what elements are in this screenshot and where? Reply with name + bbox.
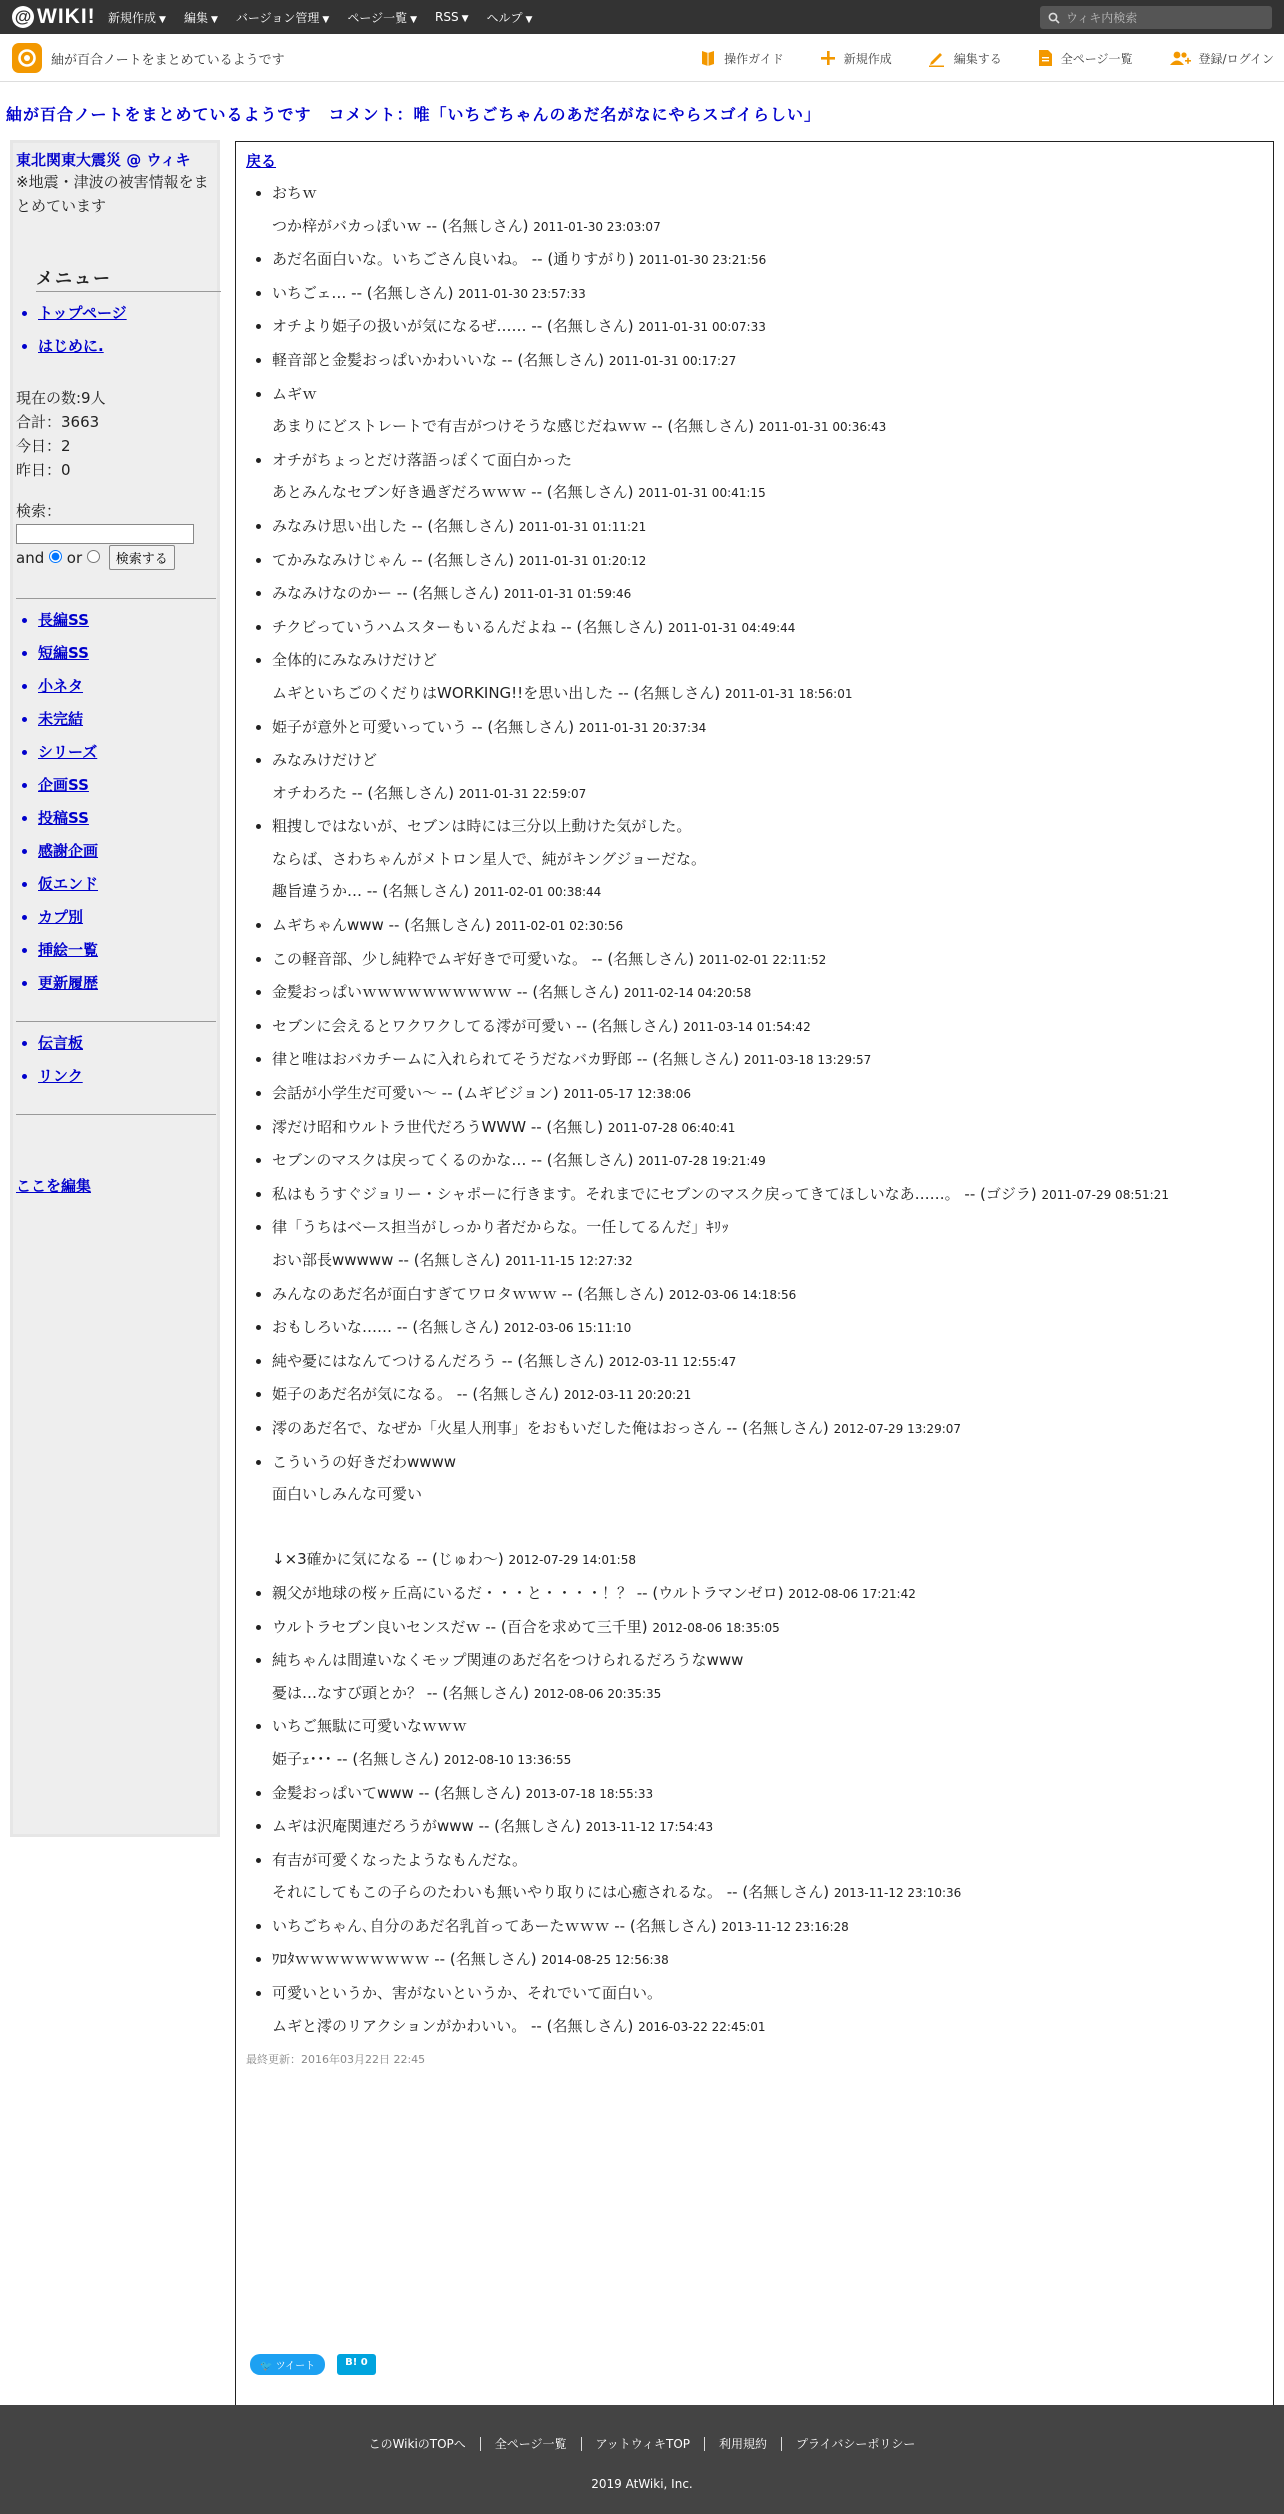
comment-date: 2011-01-31 01:11:21 [518,519,647,534]
all-pages-button[interactable] [1038,49,1133,67]
last-modified: 最終更新：2016年03月22日 22:45 [246,2053,426,2067]
comment-date: 2012-08-10 13:36:55 [443,1752,572,1767]
comment-item [272,344,1263,378]
comment-text: ムギと澪のリアクションがかわいい。 -- (名無しさん) [272,2016,634,2035]
login-button[interactable] [1169,50,1274,67]
comment-item [272,1010,1263,1044]
at-logo-icon: @ [12,6,34,28]
comment-item [272,644,1263,710]
caret-down-icon: ▼ [461,14,469,24]
plus-icon [820,50,836,66]
search-label: 検索： [16,502,62,520]
category-item[interactable] [38,939,214,960]
all-pages-label: 全ページ一覧 [1060,51,1133,66]
category-item-label[interactable]: 企画SS [38,775,89,794]
category-item[interactable] [38,873,214,894]
comment-date: 2011-01-31 00:07:33 [638,320,766,335]
comment-last-line [272,1043,1263,1077]
comment-item [272,744,1263,810]
comment-last-line [272,711,1263,745]
sidebar-search-button[interactable]: 検索する [109,545,175,570]
comment-item [272,1611,1263,1645]
comment-item [272,1111,1263,1145]
book-icon [700,49,716,67]
comment-last-line [272,1577,1263,1611]
comment-last-line [272,1412,1263,1446]
comment-last-line [272,875,1263,909]
comment-date: 2011-02-01 02:30:56 [495,919,624,934]
comment-line: • 有吉が可愛くなったようなもんだな。 [272,1850,528,1869]
comment-last-line [272,1311,1263,1345]
comment-last-line [272,943,1263,977]
comment-item [272,1278,1263,1312]
comment-date: 2013-11-12 23:16:28 [721,1919,849,1934]
link-item[interactable] [38,1032,214,1053]
footer-link[interactable]: アットウィキTOP [582,2437,705,2451]
top-menu-item[interactable] [487,9,533,26]
comment-text: 軽音部と金髪おっぱいかわいいな -- (名無しさん) [272,350,605,369]
comment-last-line [272,544,1263,578]
at-icon [12,43,42,73]
tweet-button[interactable]: 🐦 ツイート [250,2354,325,2375]
comment-text: ムギちゃんwww -- (名無しさん) [272,916,491,935]
comment-last-line [272,410,1263,444]
comment-last-line [272,1144,1263,1178]
comment-item [272,1446,1263,1577]
category-item-label[interactable]: 短編SS [38,643,89,662]
comment-date: 2011-11-15 12:27:32 [505,1254,633,1268]
logo-text: WIKI! [37,5,96,28]
comment-text: みなみけ思い出した -- (名無しさん) [272,516,515,535]
sidebar-search [16,500,214,570]
comment-text: みんなのあだ名が面白すぎてワロタｗｗｗ -- (名無しさん) [272,1284,665,1303]
comment-item [272,1077,1263,1111]
comment-item [272,577,1263,611]
comment-last-line [272,344,1263,378]
comment-date: 2012-08-06 20:35:35 [533,1686,662,1701]
comment-last-line [272,1611,1263,1645]
counter-line: 今日：2 [16,437,71,455]
category-item[interactable] [38,609,214,630]
comment-text: 澪だけ昭和ウルトラ世代だろうWWW -- (名無し) [272,1117,604,1136]
comment-date: 2012-08-06 18:35:05 [652,1620,780,1635]
comment-last-line [272,2010,1263,2044]
comment-date: 2012-03-06 14:18:56 [668,1287,797,1302]
footer-link[interactable]: このWikiのTOPへ [355,2437,481,2451]
top-menu-item[interactable] [435,10,469,24]
comment-text: ムギは沢庵関連だろうがwww -- (名無しさん) [272,1817,581,1836]
comment-date: 2011-01-31 04:49:44 [667,620,796,635]
category-item[interactable] [38,972,214,993]
edit-menu-link[interactable]: ここを編集 [16,1176,92,1195]
comment-line: • こういうの好きだわwwww [272,1452,457,1471]
comment-item [272,943,1263,977]
category-item-label[interactable]: 小ネタ [38,676,84,695]
comment-date: 2013-11-12 23:10:36 [833,1886,962,1901]
comment-date: 2011-02-01 22:11:52 [698,952,827,967]
footer-link[interactable]: 利用規約 [705,2437,782,2451]
category-item[interactable] [38,906,214,927]
edit-label: 編集する [953,51,1002,66]
comment-text: おい部長wwwww -- (名無しさん) [272,1251,501,1269]
tweet-label: ツイート [275,2361,316,2372]
comment-item [272,711,1263,745]
category-item[interactable] [38,642,214,663]
comment-text: みなみけなのかー -- (名無しさん) [272,584,500,603]
comment-item [272,1943,1263,1977]
search-icon [1048,12,1060,24]
comment-text: ムギといちごのくだりはWORKING!!を思い出した -- (名無しさん) [272,683,721,702]
category-list [38,609,214,993]
category-item-label[interactable]: カプ別 [38,907,84,926]
comment-text: 私はもうすぐジョリー・シャポーに行きます。それまでにセブンのマスク戻ってきてほしいなあ‥‥‥。 -- (ゴジラ) [272,1184,1037,1203]
copyright: 2019 AtWiki, Inc. [591,2477,693,2491]
comment-last-line [272,210,1263,244]
link-item-label[interactable]: リンク [38,1066,83,1085]
comment-text: 姫子のあだ名が気になる。 -- (名無しさん) [272,1385,560,1404]
comment-last-line [272,510,1263,544]
comment-date: 2012-08-06 17:21:42 [788,1586,916,1601]
comment-text: 会話が小学生だ可愛い～ -- (ムギビジョン) [272,1084,559,1103]
comment-date: 2013-11-12 17:54:43 [585,1820,714,1835]
access-counter [16,386,214,482]
sidebar-wiki-title[interactable]: 東北関東大震災 @ ウィキ [16,151,191,169]
comment-last-line [272,577,1263,611]
comment-item [272,277,1263,311]
top-menu-item[interactable] [184,9,218,26]
menu-item-label[interactable]: トップページ [38,304,127,322]
comment-text: この軽音部、少し純粋でムギ好きで可愛いな。 -- (名無しさん) [272,949,695,968]
comment-date: 2012-07-29 14:01:58 [508,1553,636,1568]
top-menu-item[interactable] [347,9,417,26]
category-item-label[interactable]: 感謝企画 [38,841,99,860]
category-item-label[interactable]: 挿絵一覧 [38,940,99,959]
users-icon [1169,50,1191,66]
comment-item [272,1910,1263,1944]
comment-text: あとみんなセブン好き過ぎだろｗｗｗ -- (名無しさん) [272,483,634,502]
comment-date: 2011-01-31 01:20:12 [518,553,647,568]
site-header [0,34,1284,82]
caret-down-icon: ▼ [525,14,533,25]
comment-text: 金髪おっぱいてwww -- (名無しさん) [272,1783,521,1802]
comment-item [272,1178,1263,1212]
comment-date: 2011-01-31 00:36:43 [758,420,887,435]
comment-last-line [272,1345,1263,1379]
comment-text: 趣旨違うか… -- (名無しさん) [272,882,470,901]
top-menu-label: バージョン管理 [235,10,320,25]
comment-last-line [272,1178,1263,1212]
comment-list [272,177,1263,2043]
comment-item [272,1644,1263,1710]
comment-item [272,1577,1263,1611]
and-radio[interactable] [49,550,62,563]
footer [0,2405,1284,2514]
comment-date: 2011-03-18 13:29:57 [743,1053,872,1068]
comment-line: • いちご無駄に可愛いなｗｗｗ [272,1717,468,1736]
comment-item [272,1710,1263,1776]
category-item[interactable] [38,840,214,861]
comment-text: 純や憂にはなんてつけるんだろう -- (名無しさん) [272,1351,605,1370]
caret-down-icon: ▼ [210,14,218,25]
comment-text: おもしろいな…… -- (名無しさん) [272,1318,500,1337]
menu-heading: メニュー [36,264,221,292]
link-list [38,1032,214,1086]
comment-item [272,1211,1263,1277]
edit-button[interactable] [928,49,1002,67]
comment-item [272,810,1263,909]
top-navigation-bar [0,0,1284,34]
category-item-label[interactable]: 仮エンド [38,874,99,893]
category-item-label[interactable]: 未完結 [38,709,84,728]
comment-date: 2011-01-30 23:57:33 [458,286,586,301]
document-icon [1038,49,1053,67]
category-item-label[interactable]: 更新履歴 [38,973,99,992]
menu-list [38,302,214,356]
comment-text: チクビっていうハムスターもいるんだよね -- (名無しさん) [272,617,664,636]
comment-last-line [272,476,1263,510]
comment-date: 2012-03-11 20:20:21 [563,1388,692,1403]
comment-last-line [272,1077,1263,1111]
comment-last-line [272,976,1263,1010]
new-page-button[interactable] [820,50,892,67]
comment-text: 律と唯はおバカチームに入れられてそうだなバカ野郎 -- (名無しさん) [272,1050,740,1069]
caret-down-icon: ▼ [322,14,330,25]
comment-item [272,1977,1263,2043]
top-menu-item[interactable] [236,9,329,26]
top-menu-label: 編集 [183,10,208,25]
or-label: or [66,548,83,567]
divider [16,1114,216,1115]
top-menu-label: RSS [435,10,459,24]
counter-line: 合計：3663 [16,413,100,431]
comment-item [272,1777,1263,1811]
comment-date: 2011-01-30 23:03:07 [533,219,661,234]
category-item-label[interactable]: 長編SS [38,610,89,629]
comment-date: 2011-07-29 08:51:21 [1041,1187,1169,1202]
comment-date: 2011-01-31 00:17:27 [608,353,737,368]
back-link[interactable]: 戻る [246,152,277,170]
tool-links [700,34,1274,82]
category-item-label[interactable]: シリーズ [38,742,98,761]
category-item[interactable] [38,675,214,696]
comment-date: 2012-03-11 12:55:47 [608,1354,737,1369]
comment-last-line [272,310,1263,344]
comment-text: いちごェ… -- (名無しさん) [272,283,454,302]
wiki-search[interactable] [1040,6,1272,29]
comment-text: ↓×3確かに気になる -- (じゅわ〜) [272,1550,504,1569]
comment-last-line [272,777,1263,811]
comment-line: • 粗捜しではないが、セブンは時には三分以上動けた気がした。 [272,817,692,836]
comment-last-line [272,1876,1263,1910]
comment-item [272,611,1263,645]
top-menu-label: ページ一覧 [347,10,408,25]
comment-line: • ムギｗ [272,384,318,403]
category-item[interactable] [38,741,214,762]
comment-line: • 全体的にみなみけだけど [272,651,438,670]
page-title[interactable]: 紬が百合ノートをまとめているようです コメント：唯「いちごちゃんのあだ名がなにやらスゴイらしい」 [6,105,822,124]
divider [16,598,216,599]
comment-line: • 可愛いというか、害がないというか、それでいて面白い。 [272,1984,663,2003]
comment-date: 2011-01-31 01:59:46 [503,587,632,602]
comment-text: セブンのマスクは戻ってくるのかな… -- (名無しさん) [272,1151,634,1170]
comment-last-line [272,1278,1263,1312]
comment-item [272,1345,1263,1379]
comment-item [272,444,1263,510]
comment-item [272,1412,1263,1446]
caret-down-icon: ▼ [159,14,166,25]
comment-item [272,243,1263,277]
comment-date: 2011-01-30 23:21:56 [638,253,767,268]
comment-date: 2014-08-25 12:56:38 [541,1953,669,1968]
hatena-bookmark-button[interactable]: B! 0 [337,2354,376,2375]
sidebar-note: ※地震・津波の被害情報をまとめています [16,173,209,215]
comment-date: 2011-01-31 18:56:01 [725,686,853,701]
category-item-label[interactable]: 投稿SS [38,808,89,827]
guide-button[interactable] [700,49,784,67]
search-input[interactable] [1066,11,1256,25]
comment-item [272,909,1263,943]
comment-line: ならば、さわちゃんがメトロン星人で、純がキングジョーだな。 [272,849,706,868]
comment-last-line [272,611,1263,645]
category-item[interactable] [38,807,214,828]
top-menu [108,0,532,34]
comment-text: 憂は…なすび頭とか？ -- (名無しさん) [272,1683,530,1702]
comment-text: 姫子が意外と可愛いっていう -- (名無しさん) [272,717,575,736]
comment-line [272,1511,1263,1544]
comment-item [272,177,1263,243]
comment-last-line [272,1777,1263,1811]
comment-date: 2011-01-31 00:41:15 [638,486,766,501]
comment-last-line [272,1378,1263,1412]
comment-last-line [272,1543,1263,1577]
comment-last-line [272,677,1263,711]
comment-date: 2016-03-22 22:45:01 [638,2019,766,2034]
comment-date: 2012-03-06 15:11:10 [503,1321,632,1336]
comment-item [272,976,1263,1010]
footer-links [0,2435,1284,2452]
comment-line: • 純ちゃんは間違いなくモップ関連のあだ名をつけられるだろうなwww [272,1651,744,1670]
comment-item [272,1810,1263,1844]
share-buttons [250,2354,376,2375]
comment-text: それにしてもこの子らのたわいも無いやり取りには心癒されるな。 -- (名無しさん) [272,1883,830,1902]
comment-last-line [272,1943,1263,1977]
comment-text: オチわろた -- (名無しさん) [272,783,455,802]
divider [16,1021,216,1022]
comment-text: 姫子ｪ･･･ -- (名無しさん) [272,1749,440,1768]
comment-date: 2011-01-31 20:37:34 [578,720,707,735]
comment-line: • おちｗ [272,184,318,202]
or-radio[interactable] [87,550,100,563]
comment-last-line [272,1677,1263,1711]
comment-date: 2011-02-01 00:38:44 [473,885,602,900]
category-item[interactable] [38,774,214,795]
comment-text: オチより姫子の扱いが気になるぜ…… -- (名無しさん) [272,317,634,336]
comment-text: セブンに会えるとワクワクしてる澪が可愛い -- (名無しさん) [272,1016,679,1035]
comment-line: 面白いしみんな可愛い [272,1485,423,1504]
site-icon[interactable] [12,43,42,73]
pencil-icon [928,49,946,67]
comment-text: ウルトラセブン良いセンスだｗ -- (百合を求めて三千里) [272,1617,648,1636]
comment-text: 金髪おっぱいｗｗｗｗｗｗｗｗｗｗ -- (名無しさん) [272,983,620,1002]
top-menu-label: 新規作成 [108,10,157,25]
top-menu-item[interactable] [108,9,166,26]
counter-line: 現在の数:9人 [16,389,106,407]
footer-link[interactable]: プライバシーポリシー [796,2437,916,2451]
and-label: and [16,548,45,567]
link-item-label[interactable]: 伝言板 [38,1033,84,1052]
counter-line: 昨日：0 [16,461,71,479]
comment-date: 2011-07-28 06:40:41 [607,1120,736,1135]
comment-date: 2011-05-17 12:38:06 [563,1087,692,1102]
menu-item-label[interactable]: はじめに. [38,337,104,355]
guide-label: 操作ガイド [724,51,784,66]
comment-last-line [272,1810,1263,1844]
category-item[interactable] [38,708,214,729]
sidebar-search-input[interactable] [16,524,194,544]
comment-last-line [272,243,1263,277]
comment-text: あだ名面白いな。いちごさん良いね。 -- (通りすがり) [272,250,635,269]
new-page-label: 新規作成 [843,51,892,66]
atwiki-logo[interactable] [12,4,96,30]
comment-item [272,310,1263,344]
comment-item [272,1844,1263,1910]
comment-last-line [272,1010,1263,1044]
comment-item [272,510,1263,544]
comment-date: 2011-07-28 19:21:49 [638,1154,766,1169]
comment-last-line [272,909,1263,943]
comment-date: 2011-03-14 01:54:42 [683,1019,811,1034]
comment-last-line [272,1111,1263,1145]
comment-last-line [272,1910,1263,1944]
caret-down-icon: ▼ [410,14,418,25]
comment-text: ﾜﾛﾀｗｗｗｗｗｗｗｗｗ -- (名無しさん) [272,1950,537,1969]
top-menu-label: ヘルプ [486,10,523,25]
comment-text: 澪のあだ名で、なぜか「火星人刑事」をおもいだした俺はおっさん -- (名無しさん) [272,1418,829,1437]
login-label: 登録/ログイン [1198,51,1274,66]
comment-last-line [272,1244,1263,1278]
sidebar-menu [10,140,220,1837]
menu-item[interactable] [38,335,214,356]
comment-text: てかみなみけじゃん -- (名無しさん) [272,550,515,569]
comment-item [272,544,1263,578]
comment-item [272,1043,1263,1077]
comment-last-line [272,277,1263,311]
comment-line: • オチがちょっとだけ落語っぽくて面白かった [272,450,573,469]
comment-item [272,1311,1263,1345]
comment-date: 2011-01-31 22:59:07 [458,786,587,801]
comment-line: • 律「うちはベース担当がしっかり者だからな。一任してるんだ」ｷﾘｯ [272,1218,729,1237]
footer-link[interactable]: 全ページ一覧 [481,2437,582,2451]
site-name[interactable]: 紬が百合ノートをまとめているようです [51,53,285,68]
comment-text: 親父が地球の桜ヶ丘高にいるだ・・・と・・・・！？ -- (ウルトラマンゼロ) [272,1583,784,1602]
menu-item[interactable] [38,302,214,323]
comment-text: いちごちゃん､自分のあだ名乳首ってあーたｗｗｗ -- (名無しさん) [272,1916,717,1935]
comment-text: つか梓がバカっぽいｗ -- (名無しさん) [272,216,529,235]
main-content [235,141,1274,2406]
comment-line: • みなみけだけど [272,751,378,770]
comment-date: 2011-02-14 04:20:58 [623,986,752,1001]
comment-text: あまりにどストレートで有吉がつけそうな感じだねｗｗ -- (名無しさん) [272,417,755,436]
comment-date: 2012-07-29 13:29:07 [833,1421,962,1436]
comment-date: 2013-07-18 18:55:33 [525,1786,654,1801]
comment-item [272,1378,1263,1412]
comment-last-line [272,1743,1263,1777]
link-item[interactable] [38,1065,214,1086]
comment-item [272,1144,1263,1178]
comment-item [272,378,1263,444]
